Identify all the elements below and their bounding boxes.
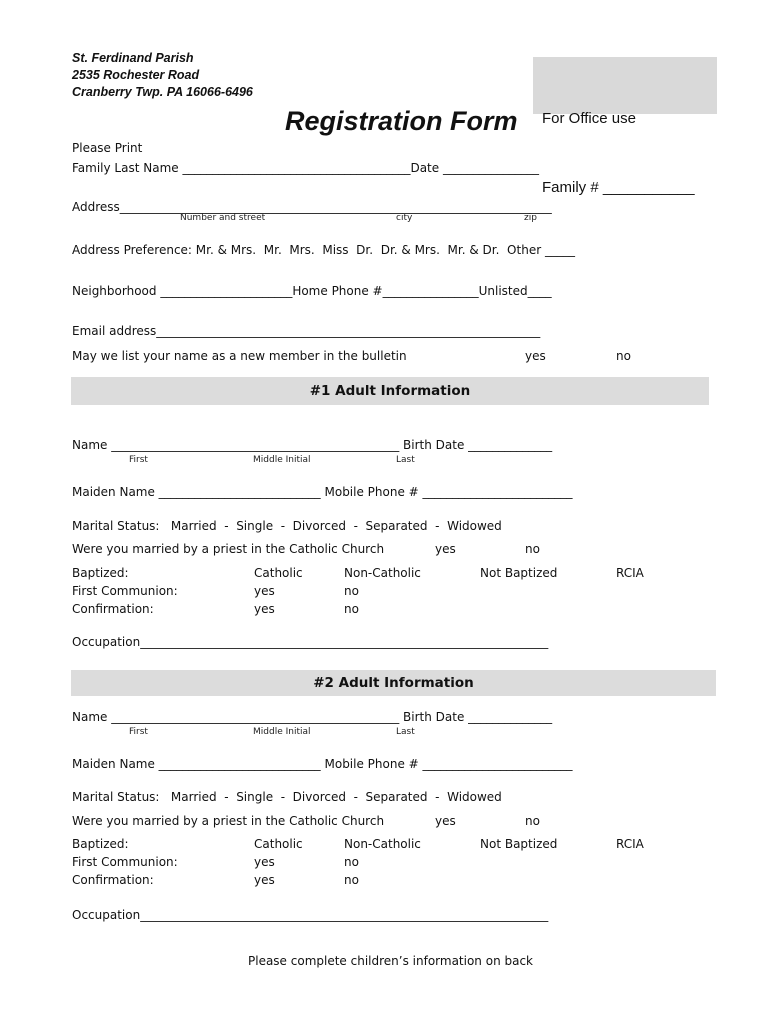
adult2-baptized-label: Baptized: [72, 837, 129, 851]
adult2-occupation-field[interactable]: Occupation____________________________________________________________________ [72, 908, 549, 922]
adult2-communion-yes[interactable]: yes [254, 855, 275, 869]
bulletin-question: May we list your name as a new member in the bulletin [72, 349, 407, 363]
adult2-confirmation-no[interactable]: no [344, 873, 359, 887]
bulletin-yes-option[interactable]: yes [525, 349, 546, 363]
adult1-communion-label: First Communion: [72, 584, 178, 598]
adult2-confirmation-label: Confirmation: [72, 873, 154, 887]
office-use-label: For Office use [542, 110, 636, 127]
adult2-baptized-catholic[interactable]: Catholic [254, 837, 303, 851]
email-field[interactable]: Email address________________________________________________________________ [72, 324, 541, 338]
adult1-communion-yes[interactable]: yes [254, 584, 275, 598]
adult2-baptized-noncatholic[interactable]: Non-Catholic [344, 837, 421, 851]
adult2-middle-sublabel: Middle Initial [253, 727, 311, 737]
adult1-occupation-field[interactable]: Occupation____________________________________________________________________ [72, 635, 549, 649]
adult1-priest-question: Were you married by a priest in the Catholic Church [72, 542, 385, 556]
neighborhood-phone-field[interactable]: Neighborhood ______________________Home Phone #________________Unlisted____ [72, 284, 552, 298]
adult1-not-baptized[interactable]: Not Baptized [480, 566, 558, 580]
adult1-marital-status[interactable]: Marital Status: Married - Single - Divorced - Separated - Widowed [72, 519, 502, 533]
adult1-baptized-catholic[interactable]: Catholic [254, 566, 303, 580]
adult2-maiden-phone-field[interactable]: Maiden Name ___________________________ Mobile Phone # _________________________ [72, 757, 573, 771]
please-print-label: Please Print [72, 141, 143, 155]
address-city-sublabel: city [396, 213, 413, 223]
address-preference-field[interactable]: Address Preference: Mr. & Mrs. Mr. Mrs. Miss Dr. Dr. & Mrs. Mr. & Dr. Other _____ [72, 243, 575, 257]
adult2-priest-no[interactable]: no [525, 814, 540, 828]
adult2-communion-label: First Communion: [72, 855, 178, 869]
adult1-baptized-noncatholic[interactable]: Non-Catholic [344, 566, 421, 580]
adult1-communion-no[interactable]: no [344, 584, 359, 598]
adult2-not-baptized[interactable]: Not Baptized [480, 837, 558, 851]
address-street-sublabel: Number and street [180, 213, 266, 223]
adult2-priest-question: Were you married by a priest in the Catholic Church [72, 814, 385, 828]
bulletin-no-option[interactable]: no [616, 349, 631, 363]
adult1-maiden-phone-field[interactable]: Maiden Name ___________________________ Mobile Phone # _________________________ [72, 485, 573, 499]
adult1-priest-yes[interactable]: yes [435, 542, 456, 556]
adult2-first-sublabel: First [129, 727, 148, 737]
adult2-communion-no[interactable]: no [344, 855, 359, 869]
adult1-priest-no[interactable]: no [525, 542, 540, 556]
adult1-first-sublabel: First [129, 455, 148, 465]
parish-city: Cranberry Twp. PA 16066-6496 [72, 85, 253, 99]
parish-street: 2535 Rochester Road [72, 68, 200, 82]
adult1-section-heading: #1 Adult Information [71, 377, 709, 405]
office-use-box [533, 57, 717, 196]
adult1-confirmation-label: Confirmation: [72, 602, 154, 616]
adult1-baptized-label: Baptized: [72, 566, 129, 580]
adult1-last-sublabel: Last [396, 455, 415, 465]
adult2-name-field[interactable]: Name ________________________________________________ Birth Date ______________ [72, 710, 553, 724]
adult1-name-field[interactable]: Name ________________________________________________ Birth Date ______________ [72, 438, 553, 452]
adult1-rcia[interactable]: RCIA [616, 566, 644, 580]
footer-note: Please complete children’s information on back [248, 954, 533, 968]
adult2-rcia[interactable]: RCIA [616, 837, 644, 851]
office-family-number: Family # ___________ [542, 179, 695, 196]
family-last-name-field[interactable]: Family Last Name ______________________________________Date ________________ [72, 161, 539, 175]
adult2-marital-status[interactable]: Marital Status: Married - Single - Divorced - Separated - Widowed [72, 790, 502, 804]
adult2-confirmation-yes[interactable]: yes [254, 873, 275, 887]
adult1-confirmation-no[interactable]: no [344, 602, 359, 616]
adult1-middle-sublabel: Middle Initial [253, 455, 311, 465]
page-title: Registration Form [285, 106, 518, 136]
adult2-last-sublabel: Last [396, 727, 415, 737]
adult2-section-heading: #2 Adult Information [71, 670, 716, 696]
address-field[interactable]: Address________________________________________________________________________ [72, 200, 552, 214]
adult1-confirmation-yes[interactable]: yes [254, 602, 275, 616]
parish-name: St. Ferdinand Parish [72, 51, 194, 65]
adult2-priest-yes[interactable]: yes [435, 814, 456, 828]
address-zip-sublabel: zip [524, 213, 537, 223]
